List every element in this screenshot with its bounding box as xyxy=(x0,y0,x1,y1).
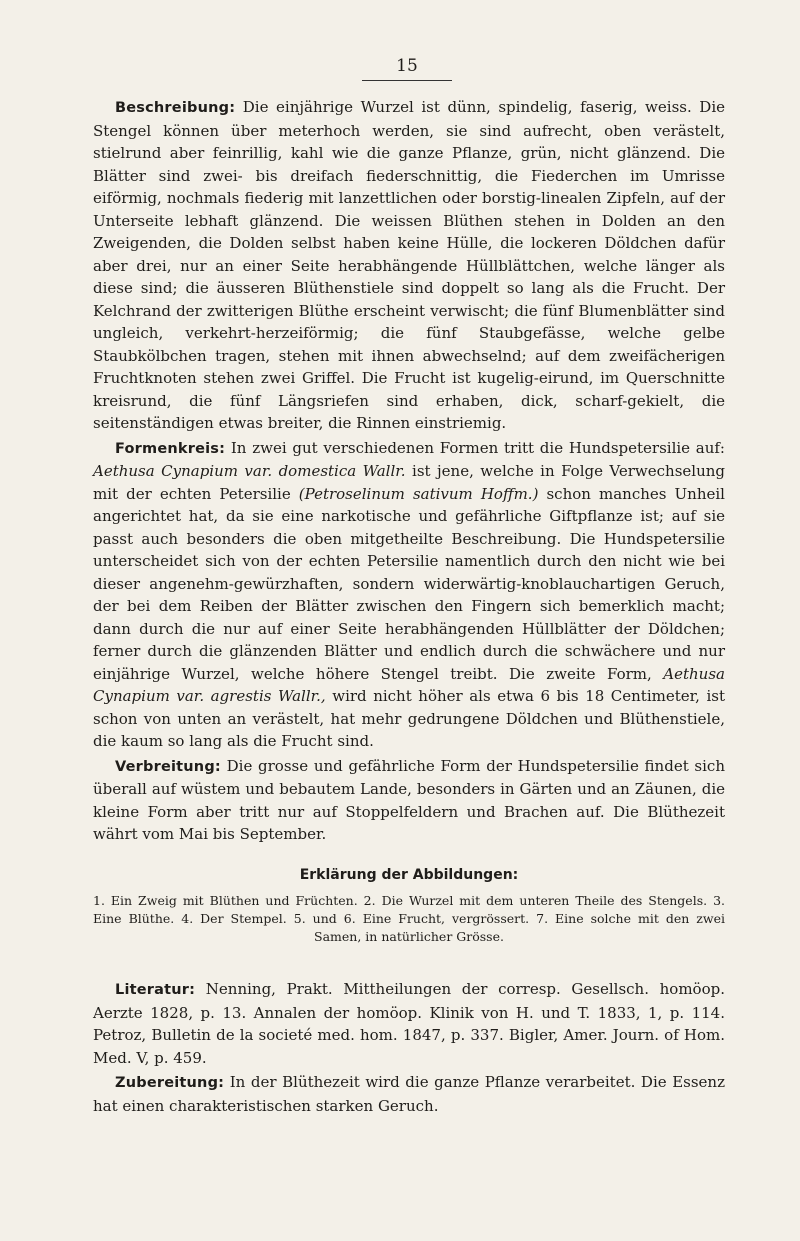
beschreibung-label: Beschreibung: xyxy=(115,100,236,116)
formenkreis-text-2: ist jene, welche in Folge Verwechselung mit der echten Petersilie xyxy=(93,462,725,503)
species-name-domestica: Aethusa Cynapium var. domestica Wallr. xyxy=(93,462,406,480)
species-name-agrestis: Aethusa Cynapium var. agrestis Wallr., xyxy=(93,664,725,705)
page-body xyxy=(93,96,725,1119)
section-formenkreis xyxy=(93,437,725,753)
species-name-petroselinum: (Petroselinum sativum Hoffm.) xyxy=(298,484,539,503)
figure-explanation-title: Erklärung der Abbildungen: xyxy=(299,866,519,883)
figure-explanation xyxy=(93,864,725,947)
verbreitung-label: Verbreitung: xyxy=(115,758,221,775)
section-beschreibung xyxy=(93,96,725,435)
literatur-text: Nenning, Prakt. Mittheilungen der corresp. Gesellsch. homöop. Aerzte 1828, p. 13. Annalen der homöop. Klinik von H. und T. 1833, 1, p. 114. Petroz, Bulletin de la societé med. hom. 1847, p. 337. Bigler, Amer. Journ. of Hom. Med. V, p. 459. xyxy=(93,980,725,1067)
zubereitung-label: Zubereitung: xyxy=(115,1075,225,1091)
literatur-label: Literatur: xyxy=(115,982,196,998)
formenkreis-label: Formenkreis: xyxy=(115,440,226,457)
section-verbreitung xyxy=(93,755,725,846)
formenkreis-text-3: schon manches Unheil angerichtet hat, da sie eine narkotische und gefährliche Giftpflanze ist; auf sie passt auch besonders die oben mitgetheilte Beschreibung. Die Hundspetersilie unterscheidet sich von der echten Petersilie namentlich durch den nicht wie bei dieser angenehm-gewürzhaften, sondern widerwärtig-knoblauchartigen Geruch, der bei dem Reiben der Blätter zwischen den Fingern sich bemerklich macht; dann durch die nur auf einer Seite herabhängenden Hüllblätter der Döldchen; ferner durch die glänzenden Blätter und endlich durch die schwächere und nur einjährige Wurzel, welche höhere Stengel treibt. Die zweite Form, xyxy=(93,484,725,683)
page-number: 15 xyxy=(362,56,452,81)
zubereitung-text: In der Blüthezeit wird die ganze Pflanze verarbeitet. Die Essenz hat einen charakteristischen starken Geruch. xyxy=(93,1073,725,1115)
section-zubereitung xyxy=(93,1071,725,1117)
verbreitung-text: Die grosse und gefährliche Form der Hundspetersilie findet sich überall auf wüstem und bebautem Lande, besonders in Gärten und an Zäunen, die kleine Form aber tritt nur auf Stoppelfeldern und Brachen auf. Die Blüthezeit währt vom Mai bis September. xyxy=(93,756,725,843)
beschreibung-text: Die einjährige Wurzel ist dünn, spindelig, faserig, weiss. Die Stengel können über meterhoch werden, sie sind aufrecht, oben verästelt, stielrund aber feinrillig, kahl wie die ganze Pflanze, grün, nicht glänzend. Die Blätter sind zwei- bis dreifach fiederschnittig, die Fiederchen im Umrisse eiförmig, nochmals fiederig mit lanzettlichen oder borstig-linealen Zipfeln, auf der Unterseite lebhaft glänzend. Die weissen Blüthen stehen in Dolden an den Zweigenden, die Dolden selbst haben keine Hülle, die lockeren Döldchen dafür aber drei, nur an einer Seite herabhängende Hüllblättchen, welche länger als diese sind; die äusseren Blüthenstiele sind doppelt so lang als die Frucht. Der Kelchrand der zwitterigen Blüthe erscheint verwischt; die fünf Blumenblätter sind ungleich, verkehrt-herzeiförmig; die fünf Staubgefässe, welche gelbe Staubkölbchen tragen, stehen mit ihnen abwechselnd; auf dem zweifächerigen Fruchtknoten stehen zwei Griffel. Die Frucht ist kugelig-eirund, im Querschnitte kreisrund, die fünf Längsriefen sind erhaben, dick, scharf-gekielt, die seitenständigen etwas breiter, die Rinnen einstriemig. xyxy=(93,98,725,432)
section-literatur xyxy=(93,978,725,1069)
figure-explanation-text: 1. Ein Zweig mit Blüthen und Früchten. 2. Die Wurzel mit dem unteren Theile des Stengels. 3. Eine Blüthe. 4. Der Stempel. 5. und 6. Eine Frucht, vergrössert. 7. Eine solche mit den zwei Samen, in natürlicher Grösse. xyxy=(93,893,725,944)
formenkreis-text-1: In zwei gut verschiedenen Formen tritt die Hundspetersilie auf: xyxy=(230,438,725,457)
formenkreis-text-4: wird nicht höher als etwa 6 bis 18 Centimeter, ist schon von unten an verästelt, hat mehr gedrungene Döldchen und Blüthenstiele, die kaum so lang als die Frucht sind. xyxy=(93,687,725,750)
